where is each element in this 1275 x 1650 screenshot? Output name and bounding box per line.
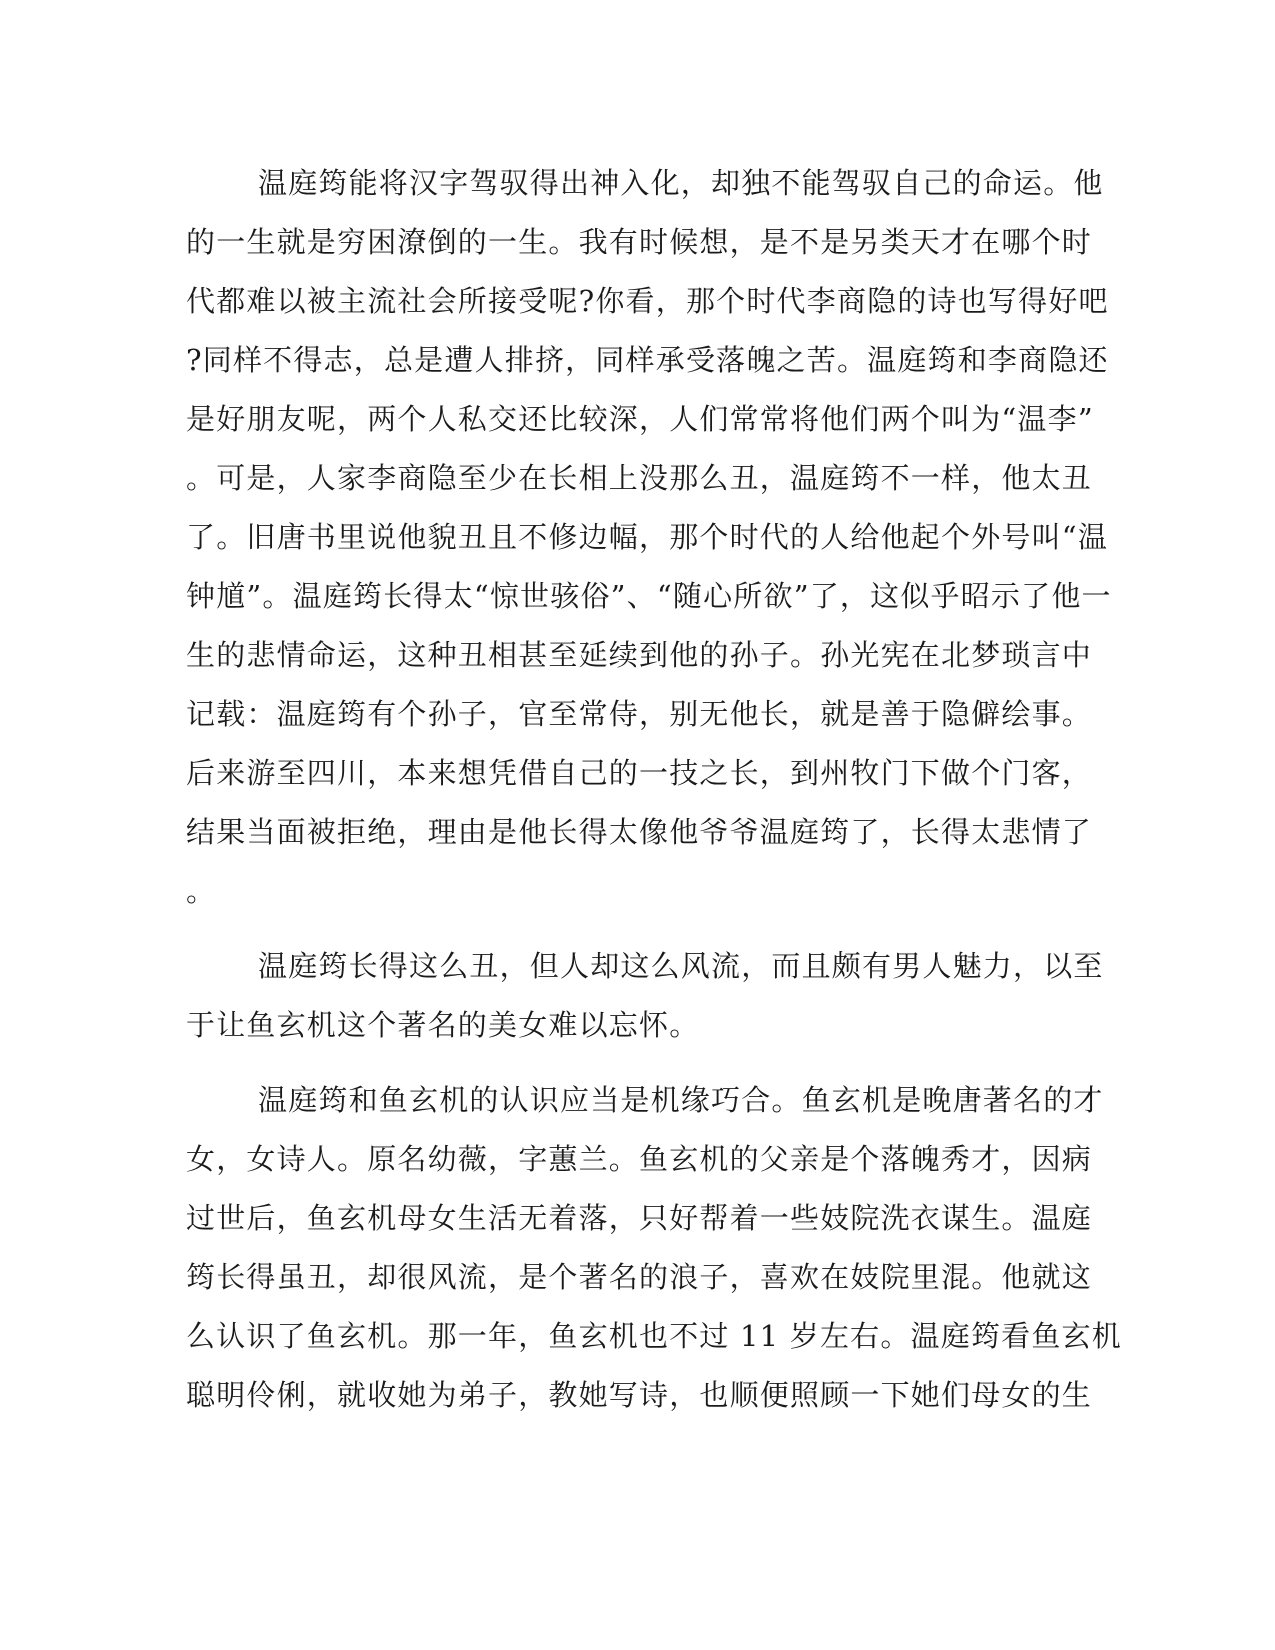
text-line: 女，女诗人。原名幼薇，字蕙兰。鱼玄机的父亲是个落魄秀才，因病 (186, 1142, 1093, 1176)
text-line: 的一生就是穷困潦倒的一生。我有时候想，是不是另类天才在哪个时 (186, 225, 1093, 259)
text-line: 结果当面被拒绝，理由是他长得太像他爷爷温庭筠了，长得太悲情了 (186, 815, 1093, 849)
text-line: 代都难以被主流社会所接受呢?你看，那个时代李商隐的诗也写得好吧 (186, 284, 1109, 318)
text-line: 后来游至四川，本来想凭借自己的一技之长，到州牧门下做个门客， (186, 756, 1093, 790)
text-line: 于让鱼玄机这个著名的美女难以忘怀。 (186, 1008, 700, 1042)
paragraph (186, 937, 1104, 1055)
text-line: 过世后，鱼玄机母女生活无着落，只好帮着一些妓院洗衣谋生。温庭 (186, 1201, 1093, 1235)
text-line: 。可是，人家李商隐至少在长相上没那么丑，温庭筠不一样，他太丑 (186, 461, 1093, 495)
paragraph (186, 154, 1112, 921)
text-line: ?同样不得志，总是遭人排挤，同样承受落魄之苦。温庭筠和李商隐还 (186, 343, 1109, 377)
text-line: 了。旧唐书里说他貌丑且不修边幅，那个时代的人给他起个外号叫“温 (186, 520, 1109, 554)
text-line: 么认识了鱼玄机。那一年，鱼玄机也不过 11 岁左右。温庭筠看鱼玄机 (186, 1319, 1122, 1353)
paragraph-gap (186, 921, 1086, 937)
text-line: 温庭筠能将汉字驾驭得出神入化，却独不能驾驭自己的命运。他 (258, 166, 1104, 200)
text-line: 筠长得虽丑，却很风流，是个著名的浪子，喜欢在妓院里混。他就这 (186, 1260, 1093, 1294)
paragraph (186, 1071, 1122, 1425)
document-body (186, 154, 1122, 1425)
text-line: 钟馗”。温庭筠长得太“惊世骇俗”、“随心所欲”了，这似乎昭示了他一 (186, 579, 1112, 613)
paragraph-gap (186, 1055, 1086, 1071)
text-line: 是好朋友呢，两个人私交还比较深，人们常常将他们两个叫为“温李” (186, 402, 1094, 436)
text-line: 生的悲情命运，这种丑相甚至延续到他的孙子。孙光宪在北梦琐言中 (186, 638, 1093, 672)
text-line: 。 (186, 874, 217, 908)
text-line: 温庭筠长得这么丑，但人却这么风流，而且颇有男人魅力，以至 (258, 949, 1104, 983)
text-line: 聪明伶俐，就收她为弟子，教她写诗，也顺便照顾一下她们母女的生 (186, 1378, 1093, 1412)
text-line: 温庭筠和鱼玄机的认识应当是机缘巧合。鱼玄机是晚唐著名的才 (258, 1083, 1104, 1117)
text-line: 记载：温庭筠有个孙子，官至常侍，别无他长，就是善于隐僻绘事。 (186, 697, 1093, 731)
